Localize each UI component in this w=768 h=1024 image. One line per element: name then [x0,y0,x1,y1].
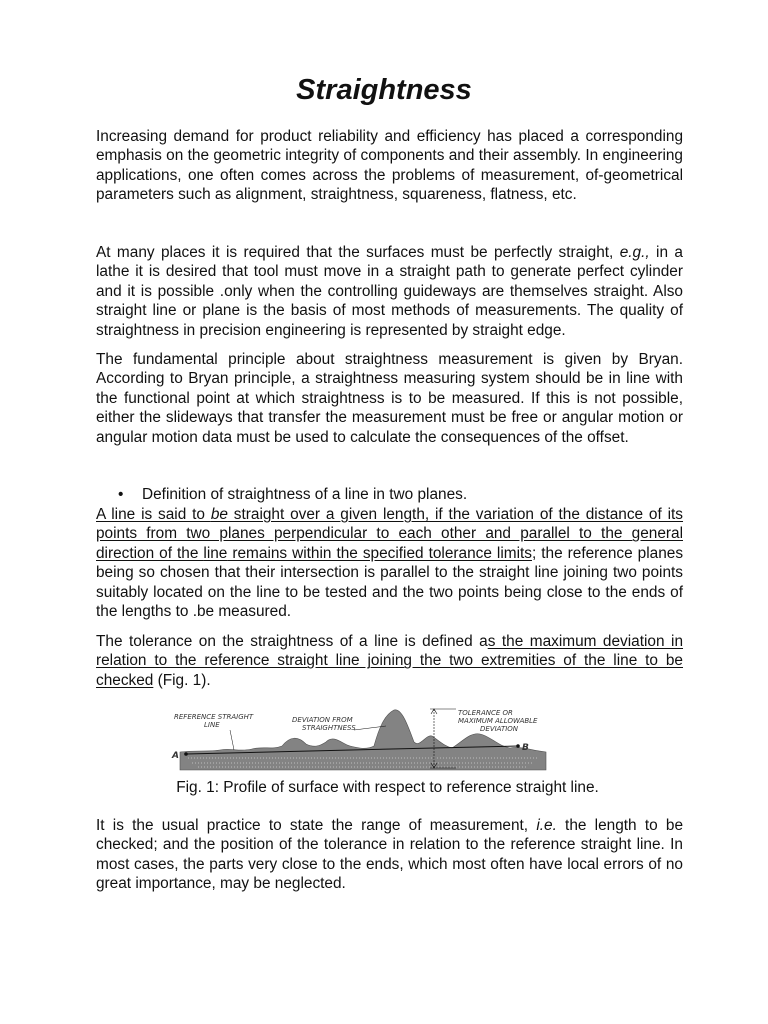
label-deviation-2: STRAIGHTNESS [302,724,356,732]
text-run: The tolerance on the straightness of a [96,633,375,650]
label-reference-2: LINE [204,721,220,729]
word-line: line [626,370,651,388]
text-run: It is the usual practice to state the range of measurement, [96,817,537,834]
text-run: is defined a [398,633,488,650]
italic-ie: i.e. [536,817,557,834]
underlined-text: A line is said to [96,506,211,523]
bullet-definition [118,485,678,504]
text-run: (Fig. 1). [153,671,211,689]
bullet-text: Definition of straightness of a line in two planes. [142,486,468,503]
label-tolerance-2: MAXIMUM ALLOWABLE [458,717,538,725]
bullet-marker: • [118,486,124,503]
surface-profile-figure [168,706,558,772]
label-tolerance-3: DEVIATION [480,725,519,733]
text-run: The fundamental principle about straightness measurement is given by Bryan. According to Bryan principle, a straightness measuring system should be in [96,351,683,388]
text-run: with the functional point at which straightness is to be measured. If this is not possible, either the slideways that transfer the measurement must be free or angular motion or angular motion data must be used to calculate the consequences of the offset. [96,370,683,446]
figure-caption: Fig. 1: Profile of surface with respect to reference straight line. [176,779,599,796]
label-deviation-1: DEVIATION FROM [292,716,353,724]
reference-leader [230,730,234,750]
label-point-a: A [172,751,179,761]
point-a-marker [184,752,188,756]
paragraph-bryan-principle [96,350,683,447]
paragraph-surfaces [96,243,683,340]
label-point-b: B [522,743,529,753]
paragraph-tolerance [96,632,683,690]
text-run: in a lathe it is desired that tool must move in a straight path to generate perfect cylinder and it is possible .only when the controlling guideways are themselves straight. Also straight line or plane is the basis of most methods of measurements. The quality of straightness in precision engineering is represented by straight edge. [96,244,683,339]
word-line: line [374,633,399,650]
italic-be: be [210,506,228,523]
paragraph-definition [96,505,683,621]
label-tolerance-1: TOLERANCE OR [458,709,513,717]
point-b-marker [516,744,520,748]
word-line: line [203,544,228,562]
paragraph-practice [96,816,683,894]
text-run: the length to be checked; and the position of the tolerance in relation to the reference straight line. In most cases, the parts very close to the ends, which most often have local errors of no great importance, may be neglected. [96,817,683,893]
underlined-text: s the maximum deviation in relation to the reference straight line joining the two extremities of the line to be checked [96,633,684,689]
label-reference-1: REFERENCE STRAIGHT [174,713,254,721]
underlined-text: straight over a given length, if the variation of the distance of its points from two planes perpendicular to each other and parallel to the general direction of the [96,506,684,562]
paragraph-intro: Increasing demand for product reliability and efficiency has placed a corresponding emphasis on the geometric integrity of components and their assembly. In engineering applications, one often comes across the problems of measurement, of-geometrical parameters such as alignment, straightness, squareness, flatness, etc. [96,128,683,204]
page-title: Straightness [296,74,472,106]
italic-eg: e.g., [619,244,650,261]
text-run: ; the reference planes being so chosen that their intersection is parallel to the straight line joining two points suitably located on the line to be tested and the two points being close to the ends of the lengths to .be measured. [96,544,684,621]
underlined-text: remains within the specified tolerance limits [227,544,532,562]
text-run: At many places it is required that the surfaces must be perfectly straight, [96,244,620,261]
